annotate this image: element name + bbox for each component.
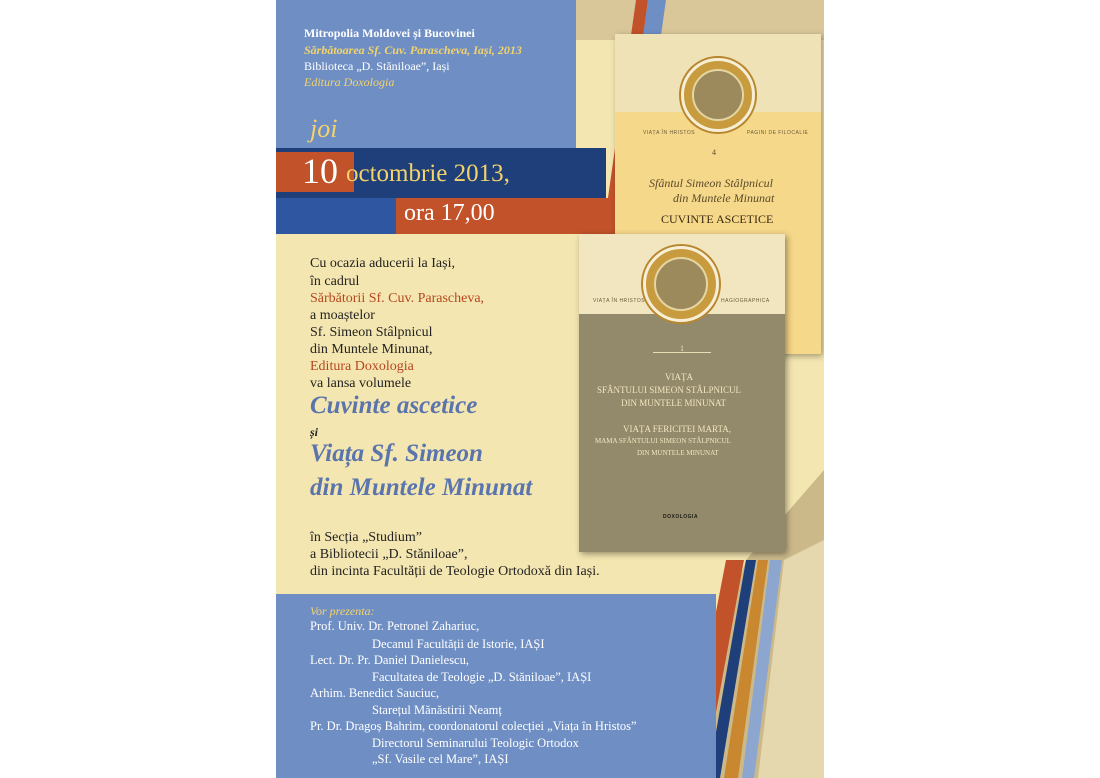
body-line: Sf. Simeon Stâlpnicul <box>310 325 433 340</box>
book-bottom-line4: VIAȚA FERICITEI MARTA, <box>623 424 731 434</box>
speaker-line: Lect. Dr. Pr. Daniel Danielescu, <box>310 653 469 667</box>
speaker-line: Prof. Univ. Dr. Petronel Zahariuc, <box>310 619 480 633</box>
book-top-number: 4 <box>712 148 716 157</box>
body-line: din Muntele Minunat, <box>310 342 433 357</box>
body-line: va lansa volumele <box>310 376 412 391</box>
body-line: Cu ocazia aducerii la Iași, <box>310 256 455 271</box>
body-line: a moaștelor <box>310 308 375 323</box>
body-line: în cadrul <box>310 274 360 289</box>
book-title-cuvinte-ascetice: Cuvinte ascetice <box>310 392 478 419</box>
venue-line: a Bibliotecii „D. Stăniloae”, <box>310 547 468 562</box>
book-top-title1: Sfântul Simeon Stâlpnicul <box>649 176 773 190</box>
book-bottom-publisher: DOXOLOGIA <box>663 514 699 520</box>
book-bottom-line1: VIAȚA <box>665 372 693 382</box>
header-diocese: Mitropolia Moldovei și Bucovinei <box>304 26 475 40</box>
book-bottom-line5: MAMA SFÂNTULUI SIMEON STÂLPNICUL <box>595 437 731 445</box>
speaker-line: Arhim. Benedict Sauciuc, <box>310 686 440 700</box>
speaker-role: Starețul Mănăstirii Neamț <box>372 703 502 717</box>
speaker-role: Decanul Facultății de Istorie, IAȘI <box>372 637 545 651</box>
speaker-role: Directorul Seminarului Teologic Ortodox <box>372 736 579 750</box>
book-bottom-series-right: HAGIOGRAPHICA <box>721 298 770 304</box>
conjunction: și <box>310 425 319 439</box>
header-library: Biblioteca „D. Stăniloae”, Iași <box>304 59 450 73</box>
book-top-title3: CUVINTE ASCETICE <box>661 212 774 226</box>
book-bottom-line3: DIN MUNTELE MINUNAT <box>621 398 726 408</box>
book-top-series-right: PAGINI DE FILOCALIE <box>747 130 809 136</box>
book-top-series-left: VIAȚA ÎN HRISTOS <box>643 130 696 136</box>
speakers-heading: Vor prezenta: <box>310 604 375 618</box>
medallion-icon <box>681 58 755 132</box>
poster <box>276 0 824 778</box>
body-line-highlight: Sărbătorii Sf. Cuv. Parascheva, <box>310 291 485 306</box>
header-event: Sărbătoarea Sf. Cuv. Parascheva, Iași, 2013 <box>304 43 522 57</box>
date-day: 10 <box>302 151 338 191</box>
book-bottom-line6: DIN MUNTELE MINUNAT <box>637 449 719 457</box>
book-bottom-number: 1 <box>680 344 684 353</box>
date-weekday: joi <box>310 114 338 143</box>
speaker-line: Pr. Dr. Dragoș Bahrim, coordonatorul colecției „Viața în Hristos” <box>310 719 637 733</box>
book-bottom-series-left: VIAȚA ÎN HRISTOS <box>593 298 646 304</box>
medallion-icon <box>643 246 719 322</box>
date-time: ora 17,00 <box>404 200 495 226</box>
date-month-year: octombrie 2013, <box>346 160 510 187</box>
book-bottom-line2: SFÂNTULUI SIMEON STÂLPNICUL <box>597 385 742 395</box>
speaker-role: Facultatea de Teologie „D. Stăniloae”, IAȘI <box>372 670 592 684</box>
venue-line: în Secția „Studium” <box>310 530 422 545</box>
body-line-highlight: Editura Doxologia <box>310 359 414 374</box>
venue-line: din incinta Facultății de Teologie Ortodoxă din Iași. <box>310 564 600 579</box>
speaker-role: „Sf. Vasile cel Mare”, IAȘI <box>372 752 509 766</box>
header-publisher: Editura Doxologia <box>304 75 395 89</box>
book-title-viata-line2: din Muntele Minunat <box>310 474 533 501</box>
book-title-viata-line1: Viața Sf. Simeon <box>310 440 483 467</box>
book-top-title2: din Muntele Minunat <box>673 191 775 205</box>
book-cover-viata-sf-simeon <box>579 234 785 552</box>
